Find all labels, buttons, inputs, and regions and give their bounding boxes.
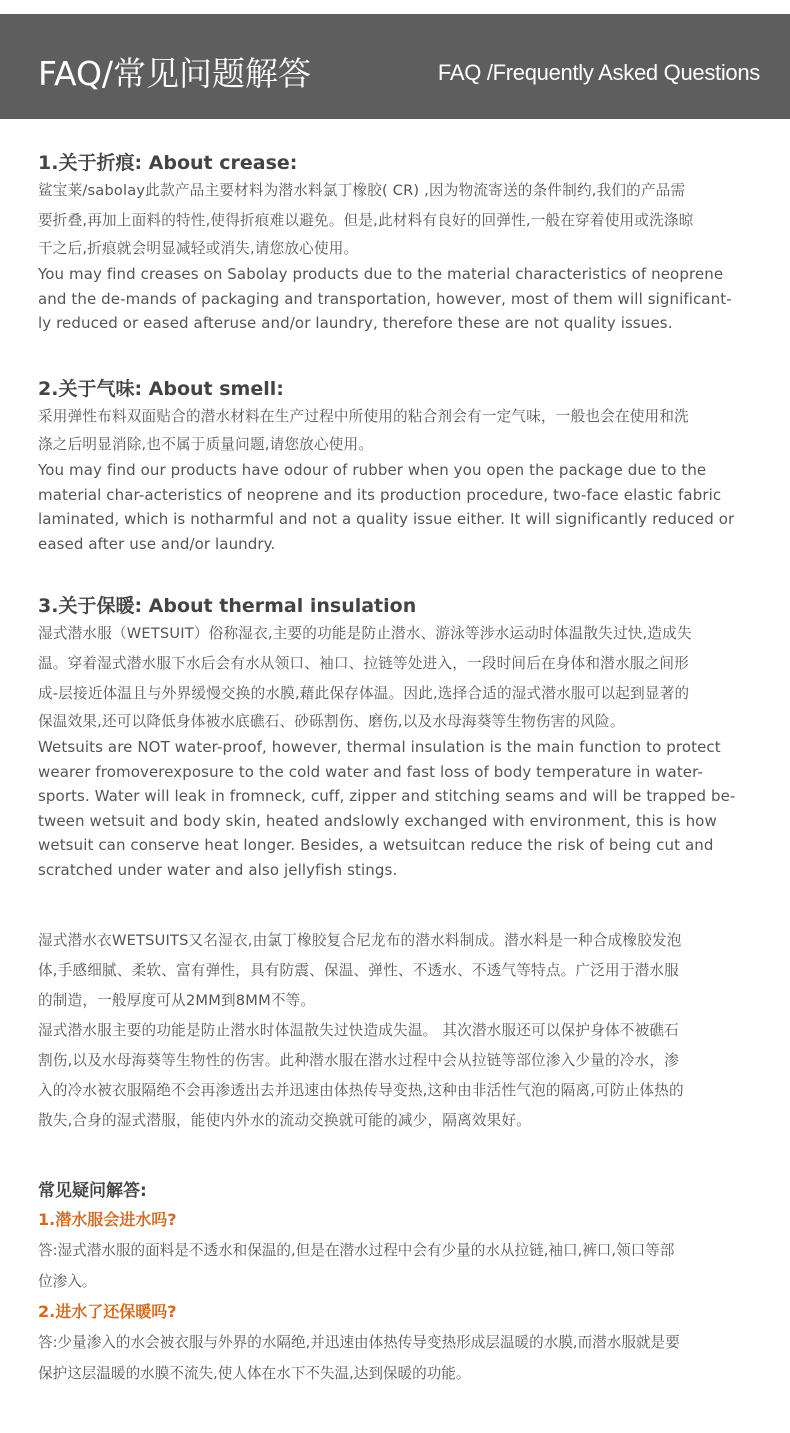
en-line: and the de-mands of packaging and transportation, however, most of them will significant-: [38, 289, 732, 308]
zh-line: 干之后,折痕就会明显减轻或消失,请您放心使用。: [38, 240, 359, 257]
en-line: eased after use and/or laundry.: [38, 534, 276, 553]
faq-heading: 常见疑问解答:: [38, 1181, 147, 1201]
en-line: laminated, which is notharmful and not a quality issue either. It will significantly reduced or: [38, 510, 735, 528]
faq-question: 2.进水了还保暖吗?: [38, 1302, 177, 1321]
zh-line: 采用弹性布料双面贴合的潜水材料在生产过程中所使用的粘合剂会有一定气味，一般也会在使用和洗: [38, 408, 689, 425]
en-line: material char-acteristics of neoprene and its production procedure, two-face elastic fabric: [38, 485, 722, 504]
section-title: 3.关于保暖: About thermal insulation: [38, 595, 417, 617]
top-strip: [0, 0, 790, 14]
section-crease: [38, 150, 732, 336]
intro-line: 体,手感细腻、柔软、富有弹性，具有防震、保温、弹性、不透水、不透气等特点。广泛用于潜水服: [38, 962, 679, 979]
header-title-cn: FAQ/常见问题解答: [38, 54, 312, 93]
zh-line: 鲨宝莱/sabolay此款产品主要材料为潜水料氯丁橡胶( CR) ,因为物流寄送的条件制约,我们的产品需: [38, 182, 686, 199]
zh-line: 成-层接近体温且与外界缓慢交换的水膜,藉此保存体温。因此,选择合适的湿式潜水服可以起到显著的: [38, 685, 690, 702]
section-intro: [38, 926, 684, 1136]
en-line: Wetsuits are NOT water-proof, however, thermal insulation is the main function to protect: [38, 738, 721, 756]
section-smell: [38, 376, 734, 556]
faq-answer-line: 位渗入。: [38, 1273, 97, 1290]
intro-line: 的制造，一般厚度可从2MM到8MM不等。: [38, 992, 316, 1009]
zh-line: 保温效果,还可以降低身体被水底礁石、砂砾割伤、磨伤,以及水母海葵等生物伤害的风险。: [38, 713, 625, 730]
section-faq: [38, 1177, 680, 1389]
faq-answer-line: 答:湿式潜水服的面料是不透水和保温的,但是在潜水过程中会有少量的水从拉链,袖口,裤口,领口等部: [38, 1242, 675, 1259]
en-line: scratched under water and also jellyfish stings.: [38, 860, 398, 879]
intro-line: 湿式潜水服主要的功能是防止潜水时体温散失过快造成失温。 其次潜水服还可以保护身体不被礁石: [38, 1022, 679, 1039]
section-title: 2.关于气味: About smell:: [38, 378, 284, 400]
intro-line: 湿式潜水衣WETSUITS又名湿衣,由氯丁橡胶复合尼龙布的潜水料制成。潜水料是一种合成橡胶发泡: [38, 932, 682, 949]
faq-answer-line: 答:少量渗入的水会被衣服与外界的水隔绝,并迅速由体热传导变热形成层温暖的水膜,而潜水服就是要: [38, 1334, 680, 1351]
intro-line: 割伤,以及水母海葵等生物性的伤害。此种潜水服在潜水过程中会从拉链等部位渗入少量的冷水，渗: [38, 1052, 679, 1069]
en-line: wetsuit can conserve heat longer. Besides, a wetsuitcan reduce the risk of being cut and: [38, 836, 714, 854]
header-title-en: FAQ /Frequently Asked Questions: [437, 60, 760, 85]
intro-line: 入的冷水被衣服隔绝不会再渗透出去并迅速由体热传导变热,这种由非活性气泡的隔离,可防止体热的: [38, 1082, 684, 1099]
en-line: sports. Water will leak in fromneck, cuff, zipper and stitching seams and will be trapped be-: [38, 787, 736, 805]
page-header: [0, 14, 790, 119]
section-thermal: [38, 593, 735, 882]
zh-line: 涤之后明显消除,也不属于质量问题,请您放心使用。: [38, 436, 374, 453]
en-line: You may find creases on Sabolay products due to the material characteristics of neoprene: [38, 265, 724, 283]
en-line: wearer fromoverexposure to the cold water and fast loss of body temperature in water-: [38, 762, 703, 781]
faq-question: 1.潜水服会进水吗?: [38, 1210, 177, 1229]
zh-line: 要折叠,再加上面料的特性,使得折痕难以避免。但是,此材料有良好的回弹性,一般在穿着使用或洗涤晾: [38, 212, 694, 229]
en-line: ly reduced or eased afteruse and/or laundry, therefore these are not quality issues.: [38, 314, 673, 332]
en-line: tween wetsuit and body skin, heated andslowly exchanged with environment, this is how: [38, 811, 717, 830]
faq-answer-line: 保护这层温暖的水膜不流失,使人体在水下不失温,达到保暖的功能。: [38, 1365, 471, 1382]
zh-line: 湿式潜水服（WETSUIT）俗称湿衣,主要的功能是防止潜水、游泳等涉水运动时体温散失过快,造成失: [38, 625, 692, 642]
section-title: 1.关于折痕: About crease:: [38, 152, 298, 174]
intro-line: 散失,合身的湿式潜服，能使内外水的流动交换就可能的减少，隔离效果好。: [38, 1112, 532, 1129]
zh-line: 温。穿着湿式潜水服下水后会有水从领口、袖口、拉链等处进入，一段时间后在身体和潜水服之间形: [38, 655, 689, 672]
en-line: You may find our products have odour of rubber when you open the package due to the: [38, 461, 707, 479]
